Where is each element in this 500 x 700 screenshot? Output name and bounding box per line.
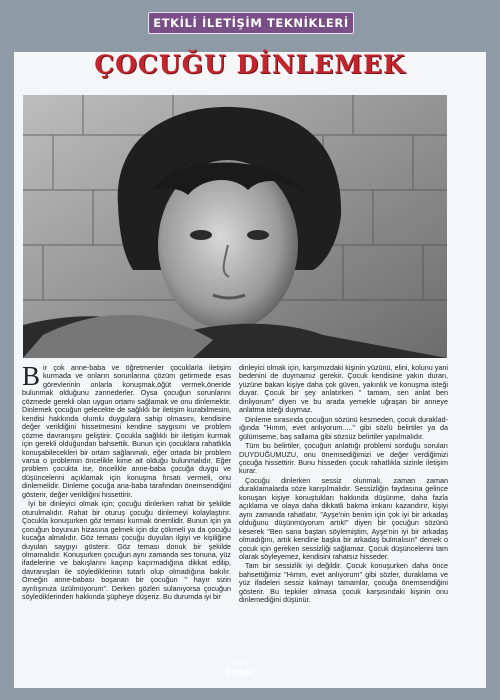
paragraph: İyi bir dinleyici olmak için; çocuğu dinlerken rahat bir şekilde oturulmalıdır. Rahat bir oturuş çocuğu dinlemeyi kolaylaştırır. Çocukla konuşurken göz teması kurmak önemlidir. Bunun için ya çocuğun boyunun hizasına gelmek için diz çökmeli ya da çocuğu kucağa almalıdır. Göz teması çocuğu duyulan ilgiyi ve kişiliğine duyulan saygıyı gösterir. Göz teması donuk bir şekilde olmamalıdır. Konuşurken çocuğun aynı zamanda ses tonuna, yüz ifadelerine ve bakışlarını kaçırıp kaçırmadığına dikkat edilip, davranışları ile söylediklerinin tutarlı olup olmadığına bakılır. Örneğin anne-babası boşanan bir çocuğun " hayır sizin ayrılışınıza üzülmüyorum". Derken gözleri sulanıyorsa çocuğun söylediklerinden hakkında şüpheye düşeriz. Bu durumda iyi bir — [22, 499, 231, 602]
child-photo — [23, 95, 447, 358]
paragraph: Tam bir sessizlik iyi değildir. Çocuk konuşurken daha önce bahsettiğimiz "Hımm, evet anlıyorum" gibi sözler, duraklama ve yüz ifadeleri sessiz kalmayı tamamlar, çocuğa önemsendiğini gösterir. Bu tepkiler olmasa çocuk karşısındaki kişinin onu dinlemediğini düşünür. — [239, 561, 448, 605]
paragraph: Dinleme sırasında çocuğun sözünü kesmeden, çocuk durakladığında "Hımm, evet anlıyorum....." gibi sözlü belirtiler ya da gülümseme, baş sallama gibi sözsüz belirtiler yapılmalıdır. — [239, 414, 448, 441]
logo-small-text: KIRIK — [231, 662, 249, 667]
paragraph — [22, 364, 231, 499]
section-kicker: ETKİLİ İLETİŞİM TEKNİKLERİ — [148, 12, 354, 34]
logo-main-text: teber — [225, 667, 255, 678]
child-photo-image — [23, 95, 447, 358]
drop-cap: B — [22, 364, 41, 391]
paragraph-text: ir çok anne-baba ve öğretmenler çocuklarla iletişim kurmada ve onların sorunlarına çözüm getirmede esas görevlerinin onlarla konuşmak,öğüt vermek,öneride bulunmak olduğunu zannederler. Oysa çocuğun sorunlarını çözmede gerekli olan uygun ortamı sağlamak ve onu dinlemektir. Dinlemek çocuğun gelecekte de sağlıklı bir iletişim kurabilmesini, kendisi hakkında olumlu duygulara sahip olmasını, kendisine değer verildiğini hissetmesini kendine saygısını ve problem çözme davranışını geliştirir. Çocukla sağlıklı bir iletişim kurmak için gerekli olduğundan bahsettik. Bunun için çocuklara rahatlıkla konuşabilecekleri bir ortam sağlanmalı, eğer ortada bir problem varsa o problemin öncelikle kime ait olduğu bulunmalıdır. Eğer problem çocukta ise, öncelikle anne-baba çocuğa duygu ve düşüncelerini açıklamak için konuşma fırsatı vermeli, onu dinlemelidir. Dinleme çocuğa ana-baba tarafından önemsendiğini gösterir, değer verildiğini hissettirir. — [22, 364, 231, 499]
publisher-logo — [220, 662, 260, 684]
article-column-right — [239, 364, 448, 660]
article-column-left — [22, 364, 231, 660]
article-body — [22, 364, 448, 660]
paragraph: dinleyici olmak için, karşımızdaki kişinin yüzünü, elini, kolunu yani bedenini de duymamız gerekir. Çocuk kendisine yakın duran, yüzüne bakan kişiye daha çok güven, yakınlık ve konuşma isteği duyar. Çocuk bir şey anlatırken " tamam, sen anlat ben dinliyorum" diyen ve bu arada yemekle uğraşan bir anneye anlatma isteği duymaz. — [239, 364, 448, 415]
paragraph: Tüm bu belirtiler, çocuğun anlattığı problemi sorduğu soruları DUYDUĞUMUZU, onu önemsediğimizi ve değer verdiğimizi çocuğa hissettirir. Bunu hisseden çocuk rahatlıkla sizinle iletişim kurar. — [239, 441, 448, 476]
page-title: ÇOCUĞU DİNLEMEK — [94, 50, 406, 79]
paragraph: Çocuğu dinlerken sessiz olunmalı, zaman zaman duraklamalarda söze karışılmalıdır. Sessizliğin faydasına gelince konuşan kişiye konuştukları hakkında düşünme, daha fazla açıklama ve olaya daha dikkatli bakma imkanı kazandırır, kişiyi aynı zamanda rahatlatır. "Ayşe'nin benim için çok iyi bir arkadaş olduğunu düşünmüyorum artık!" diyen bir çocuğun sözünü keserek "Ben sana baştan söylemiştim, Ayşe'nin iyi bir arkadaş olmadığını, artık kendine başka bir arkadaş bulmalısın" demek o çocuk için gereken sessizliği sağlamaz. Çocuk düşüncelerini tam olarak söyleyemez, kendisini rahatsız hisseder. — [239, 475, 448, 561]
